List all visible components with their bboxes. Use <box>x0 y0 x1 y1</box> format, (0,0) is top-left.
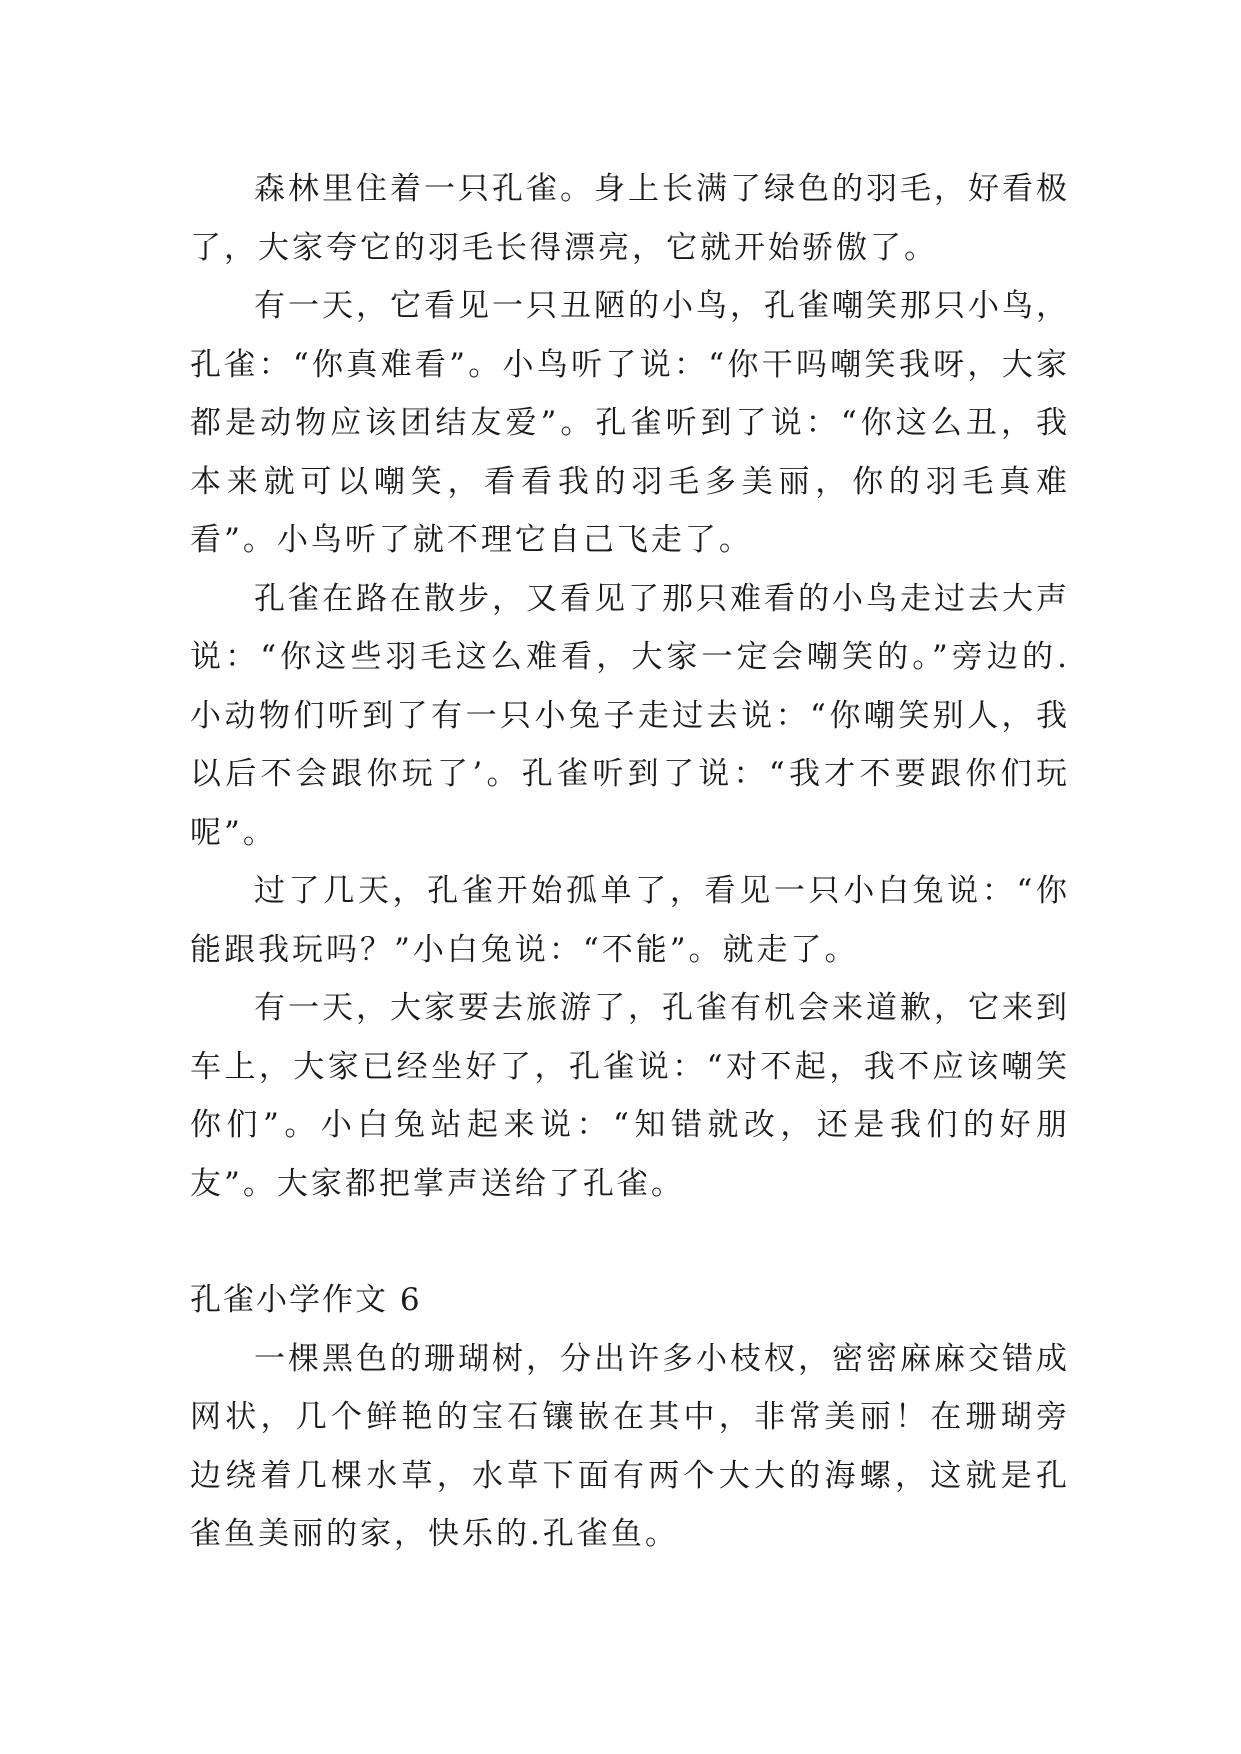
paragraph-4: 过了几天，孔雀开始孤单了，看见一只小白兔说：“你能跟我玩吗？”小白兔说：“不能”。就走了。 <box>190 873 1070 968</box>
section-paragraph-1: 一棵黑色的珊瑚树，分出许多小枝杈，密密麻麻交错成网状，几个鲜艳的宝石镶嵌在其中，非常美丽！在珊瑚旁边绕着几棵水草，水草下面有两个大大的海螺，这就是孔雀鱼美丽的家，快乐的.孔雀鱼。 <box>190 1340 1070 1552</box>
paragraph-1: 森林里住着一只孔雀。身上长满了绿色的羽毛，好看极了，大家夸它的羽毛长得漂亮，它就开始骄傲了。 <box>190 171 1070 266</box>
document-page <box>190 160 1070 1564</box>
paragraph-2: 有一天，它看见一只丑陋的小鸟，孔雀嘲笑那只小鸟，孔雀：“你真难看”。小鸟听了说：“你干吗嘲笑我呀，大家都是动物应该团结友爱”。孔雀听到了说：“你这么丑，我本来就可以嘲笑，看看我的羽毛多美丽，你的羽毛真难看”。小鸟听了就不理它自己飞走了。 <box>190 288 1070 558</box>
paragraph-3: 孔雀在路在散步，又看见了那只难看的小鸟走过去大声说：“你这些羽毛这么难看，大家一定会嘲笑的。”旁边的.小动物们听到了有一只小兔子走过去说：“你嘲笑别人，我以后不会跟你玩了’。孔雀听到了说：“我才不要跟你们玩呢”。 <box>190 580 1070 851</box>
paragraph-5: 有一天，大家要去旅游了，孔雀有机会来道歉，它来到车上，大家已经坐好了，孔雀说：“对不起，我不应该嘲笑你们”。小白兔站起来说：“知错就改，还是我们的好朋友”。大家都把掌声送给了孔雀。 <box>190 990 1070 1202</box>
section-title: 孔雀小学作文 6 <box>190 1282 422 1318</box>
